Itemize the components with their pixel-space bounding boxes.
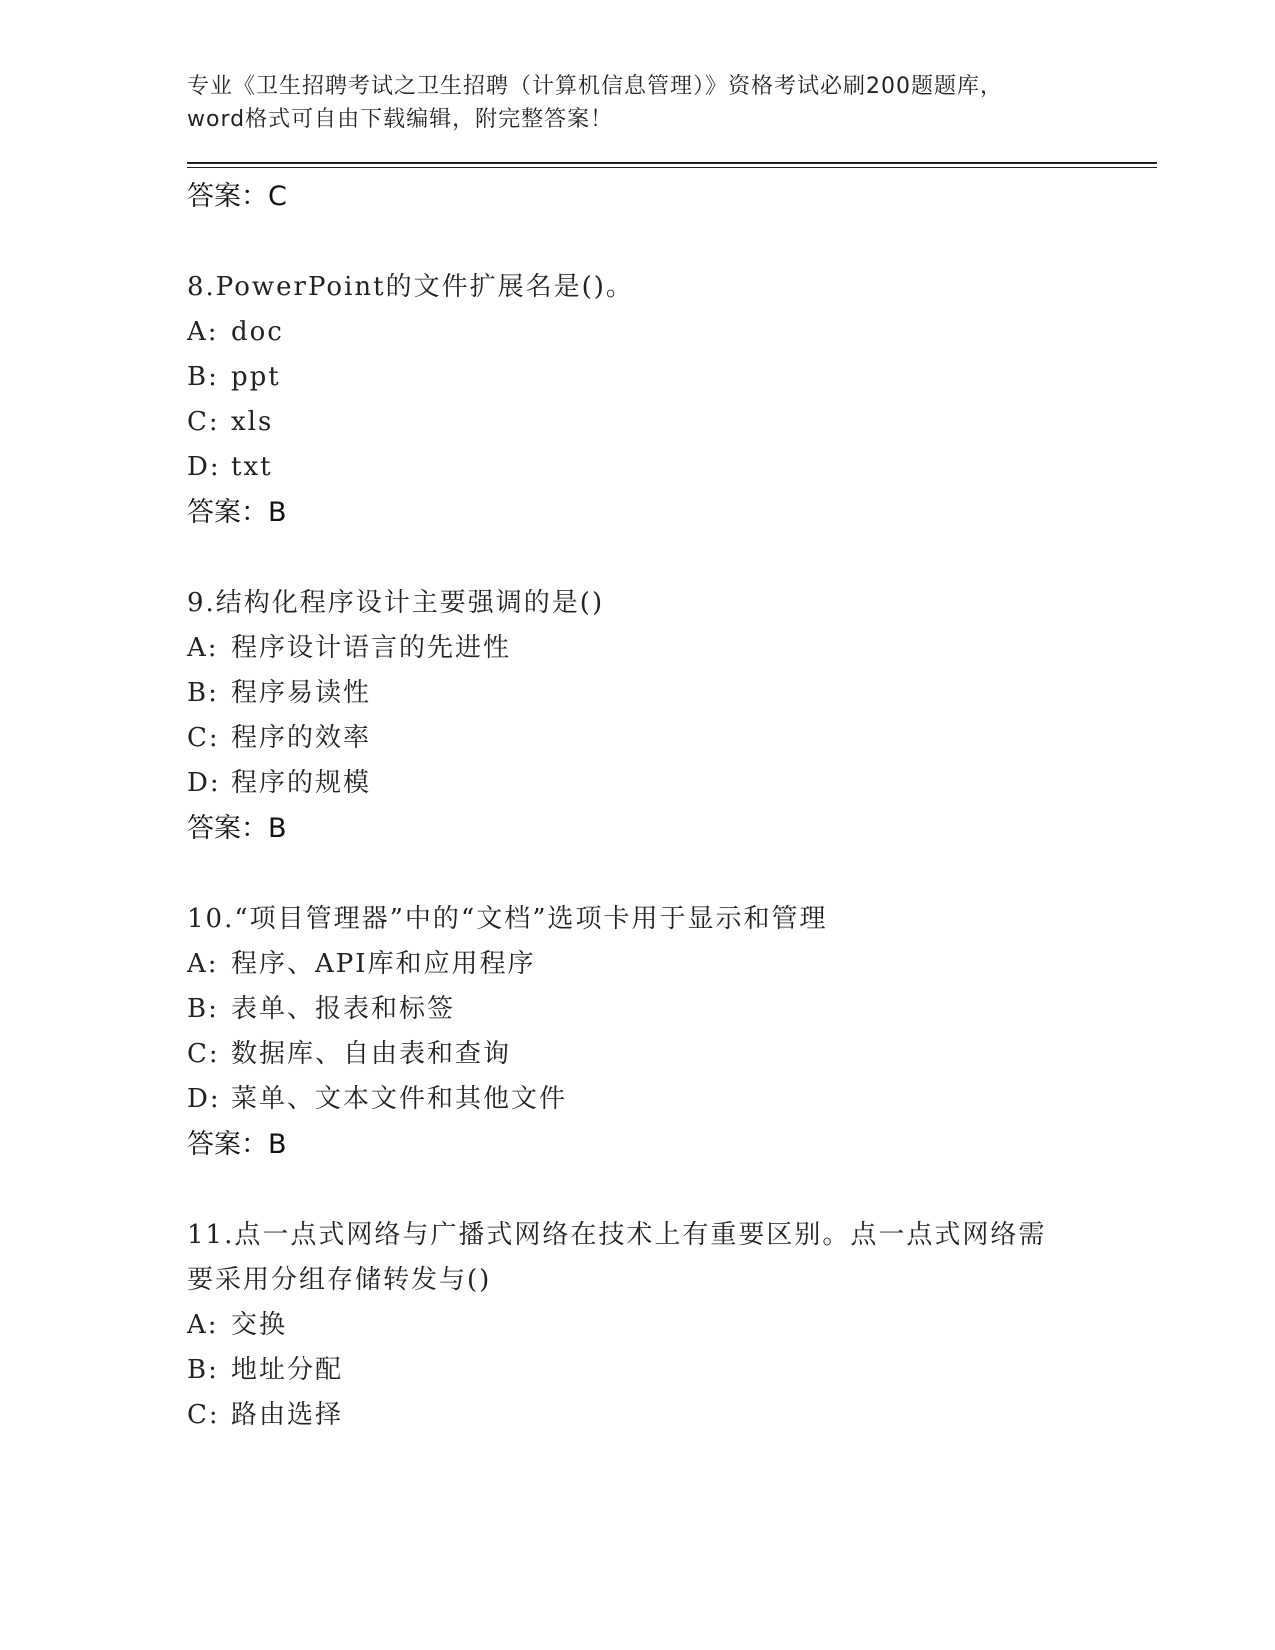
question-title: 9.结构化程序设计主要强调的是() bbox=[187, 588, 605, 618]
option-text: ppt bbox=[231, 362, 281, 392]
question-block bbox=[187, 581, 1157, 851]
option-d bbox=[187, 445, 1157, 490]
option-letter: C: bbox=[187, 723, 220, 753]
option-text: 程序的效率 bbox=[231, 723, 372, 753]
document-header bbox=[187, 70, 1157, 136]
option-text: 程序设计语言的先进性 bbox=[231, 633, 512, 663]
question-block bbox=[187, 265, 1157, 535]
option-text: 数据库、自由表和查询 bbox=[231, 1039, 512, 1069]
question-title: 8.PowerPoint的文件扩展名是()。 bbox=[187, 272, 634, 302]
header-line-2: word格式可自由下载编辑，附完整答案！ bbox=[187, 107, 614, 132]
answer-line: 答案：B bbox=[187, 497, 287, 528]
option-text: 路由选择 bbox=[231, 1400, 344, 1430]
option-text: 地址分配 bbox=[231, 1355, 344, 1385]
answer-line: 答案：B bbox=[187, 813, 287, 844]
option-a bbox=[187, 310, 1157, 355]
answer-line: 答案：B bbox=[187, 1129, 287, 1160]
question-title-line-1: 11.点一点式网络与广播式网络在技术上有重要区别。点一点式网络需 bbox=[187, 1220, 1047, 1250]
option-letter: B: bbox=[187, 1355, 219, 1385]
question-title: 10.“项目管理器”中的“文档”选项卡用于显示和管理 bbox=[187, 904, 828, 934]
option-c bbox=[187, 716, 1157, 761]
option-a bbox=[187, 1303, 1157, 1348]
question-block bbox=[187, 1213, 1157, 1438]
option-letter: A: bbox=[187, 633, 219, 663]
option-text: xls bbox=[231, 407, 274, 437]
option-letter: C: bbox=[187, 1039, 220, 1069]
option-text: 表单、报表和标签 bbox=[231, 994, 456, 1024]
option-c bbox=[187, 400, 1157, 445]
option-c bbox=[187, 1032, 1157, 1077]
question-block bbox=[187, 897, 1157, 1167]
question-title-line-2: 要采用分组存储转发与() bbox=[187, 1265, 492, 1295]
option-letter: B: bbox=[187, 678, 219, 708]
header-divider bbox=[187, 162, 1157, 168]
option-letter: D: bbox=[187, 768, 221, 798]
option-text: doc bbox=[231, 317, 284, 347]
option-letter: A: bbox=[187, 1310, 219, 1340]
option-a bbox=[187, 942, 1157, 987]
option-letter: B: bbox=[187, 362, 219, 392]
option-letter: C: bbox=[187, 1400, 220, 1430]
option-text: 程序的规模 bbox=[231, 768, 372, 798]
header-line-1: 专业《卫生招聘考试之卫生招聘（计算机信息管理）》资格考试必刷200题题库， bbox=[187, 74, 1003, 99]
option-c bbox=[187, 1393, 1157, 1438]
option-letter: B: bbox=[187, 994, 219, 1024]
option-letter: D: bbox=[187, 452, 221, 482]
option-letter: C: bbox=[187, 407, 220, 437]
option-d bbox=[187, 1077, 1157, 1122]
option-b bbox=[187, 1348, 1157, 1393]
option-d bbox=[187, 761, 1157, 806]
option-b bbox=[187, 671, 1157, 716]
option-letter: D: bbox=[187, 1084, 221, 1114]
option-letter: A: bbox=[187, 317, 219, 347]
option-text: 程序易读性 bbox=[231, 678, 372, 708]
option-text: 交换 bbox=[231, 1310, 288, 1340]
option-text: 菜单、文本文件和其他文件 bbox=[231, 1084, 568, 1114]
option-a bbox=[187, 626, 1157, 671]
document-page bbox=[187, 70, 1157, 1438]
option-text: 程序、API库和应用程序 bbox=[231, 949, 536, 979]
answer-line: 答案：C bbox=[187, 181, 287, 212]
option-b bbox=[187, 355, 1157, 400]
option-b bbox=[187, 987, 1157, 1032]
option-letter: A: bbox=[187, 949, 219, 979]
option-text: txt bbox=[231, 452, 273, 482]
